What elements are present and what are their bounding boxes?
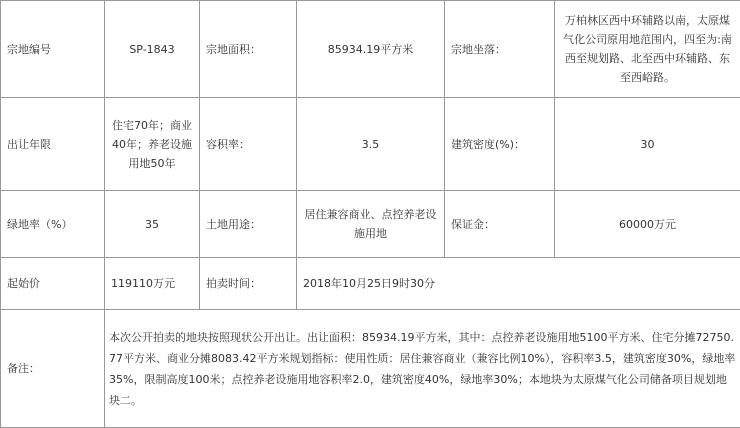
value-building-density: 30 (555, 98, 740, 191)
value-auction-time: 2018年10月25日9时30分 (297, 258, 740, 310)
label-parcel-location: 宗地坐落： (445, 1, 555, 98)
label-green-ratio: 绿地率（%） (1, 191, 105, 258)
value-lease-term: 住宅70年；商业40年；养老设施用地50年 (105, 98, 200, 191)
table-row (1, 310, 740, 428)
label-parcel-number: 宗地编号 (1, 1, 105, 98)
label-lease-term: 出让年限 (1, 98, 105, 191)
label-land-use: 土地用途： (200, 191, 297, 258)
value-remarks: 本次公开拍卖的地块按照现状公开出让。出让面积：85934.19平方米，其中：点控养老设施用地5100平方米、住宅分摊72750.77平方米、商业分摊8083.42平方米规划指标：使用性质：居住兼容商业（兼容比例10%），容积率3.5，建筑密度30%，绿地率35%，限制高度100米；点控养老设施用地容积率2.0，建筑密度40%，绿地率30%；本地块为太原煤气化公司储备项目规划地块二。 (105, 310, 740, 428)
label-building-density: 建筑密度(%)： (445, 98, 555, 191)
label-plot-ratio: 容积率： (200, 98, 297, 191)
label-starting-price: 起始价 (1, 258, 105, 310)
label-auction-time: 拍卖时间： (200, 258, 297, 310)
label-deposit: 保证金： (445, 191, 555, 258)
value-parcel-number: SP-1843 (105, 1, 200, 98)
label-parcel-area: 宗地面积： (200, 1, 297, 98)
table-row (1, 258, 740, 310)
value-parcel-location: 万柏林区西中环辅路以南，太原煤气化公司原用地范围内，四至为:南西至规划路、北至西中环辅路、东至西峪路。 (555, 1, 740, 98)
table-row (1, 98, 740, 191)
value-starting-price: 119110万元 (105, 258, 200, 310)
value-plot-ratio: 3.5 (297, 98, 445, 191)
label-remarks: 备注： (1, 310, 105, 428)
value-land-use: 居住兼容商业、点控养老设施用地 (297, 191, 445, 258)
table-row (1, 191, 740, 258)
table-row (1, 1, 740, 98)
value-green-ratio: 35 (105, 191, 200, 258)
value-deposit: 60000万元 (555, 191, 740, 258)
value-parcel-area: 85934.19平方米 (297, 1, 445, 98)
